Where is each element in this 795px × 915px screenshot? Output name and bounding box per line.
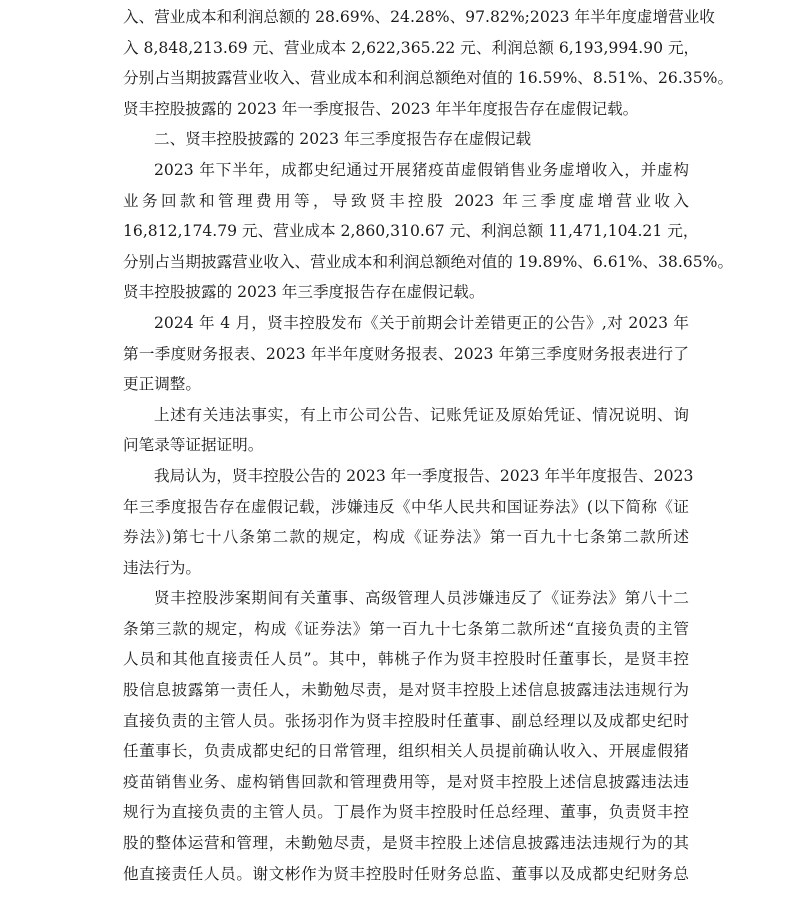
text-line: 违法行为。: [123, 558, 201, 577]
text-line: 任董事长，负责成都史纪的日常管理，组织相关人员提前确认收入、开展虚假猪: [123, 742, 689, 761]
text-line: 人员和其他直接责任人员”。其中，韩桃子作为贤丰控股时任董事长，是贤丰控: [123, 650, 689, 669]
text-line: 入 8,848,213.69 元、营业成本 2,622,365.22 元、利润总额 6,193,994.90 元，: [123, 38, 700, 57]
text-line: 问笔录等证据证明。: [123, 436, 264, 455]
text-line: 规行为直接负责的主管人员。丁晨作为贤丰控股时任总经理、董事，负责贤丰控: [123, 803, 689, 822]
text-line: 股信息披露第一责任人，未勤勉尽责，是对贤丰控股上述信息披露违法违规行为: [123, 681, 689, 700]
text-line: 年三季度报告存在虚假记载，涉嫌违反《中华人民共和国证券法》(以下简称《证: [123, 497, 689, 516]
paragraph-first-line: 贤丰控股涉案期间有关董事、高级管理人员涉嫌违反了《证券法》第八十二: [154, 589, 689, 608]
paragraph-first-line: 上述有关违法事实，有上市公司公告、记账凭证及原始凭证、情况说明、询: [154, 405, 689, 424]
text-line: 第一季度财务报表、2023 年半年度财务报表、2023 年第三季度财务报表进行了: [123, 344, 689, 363]
text-line: 分别占当期披露营业收入、营业成本和利润总额绝对值的 16.59%、8.51%、26.35%。: [123, 69, 734, 88]
paragraph-first-line: 二、贤丰控股披露的 2023 年三季度报告存在虚假记载: [154, 130, 532, 149]
text-line: 更正调整。: [123, 375, 201, 394]
text-line: 贤丰控股披露的 2023 年三季度报告存在虚假记载。: [123, 283, 485, 302]
text-line: 股的整体运营和管理，未勤勉尽责，是贤丰控股上述信息披露违法违规行为的其: [123, 834, 689, 853]
paragraph-first-line: 2024 年 4 月，贤丰控股发布《关于前期会计差错更正的公告》,对 2023 年: [154, 313, 689, 332]
text-line: 条第三款的规定，构成《证券法》第一百九十七条第二款所述“直接负责的主管: [123, 619, 689, 638]
paragraph-first-line: 2023 年下半年，成都史纪通过开展猪疫苗虚假销售业务虚增收入，并虚构: [154, 160, 689, 179]
text-line: 贤丰控股披露的 2023 年一季度报告、2023 年半年度报告存在虚假记载。: [123, 99, 639, 118]
text-line: 直接负责的主管人员。张扬羽作为贤丰控股时任董事、副总经理以及成都史纪时: [123, 711, 689, 730]
text-line: 入、营业成本和利润总额的 28.69%、24.28%、97.82%;2023 年半年度虚增营业收: [123, 8, 715, 26]
text-line: 业务回款和管理费用等，导致贤丰控股 2023 年三季度虚增营业收入: [123, 191, 689, 210]
text-line: 他直接责任人员。谢文彬作为贤丰控股时任财务总监、董事以及成都史纪财务总: [123, 864, 689, 883]
text-line: 分别占当期披露营业收入、营业成本和利润总额绝对值的 19.89%、6.61%、38.65%。: [123, 252, 734, 271]
paragraph-first-line: 我局认为，贤丰控股公告的 2023 年一季度报告、2023 年半年度报告、2023: [154, 466, 694, 485]
text-line: 16,812,174.79 元、营业成本 2,860,310.67 元、利润总额 11,471,104.21 元，: [123, 222, 699, 241]
text-line: 疫苗销售业务、虚构销售回款和管理费用等，是对贤丰控股上述信息披露违法违: [123, 772, 689, 791]
document-page: [123, 2, 734, 889]
text-line: 券法》)第七十八条第二款的规定，构成《证券法》第一百九十七条第二款所述: [123, 528, 689, 547]
